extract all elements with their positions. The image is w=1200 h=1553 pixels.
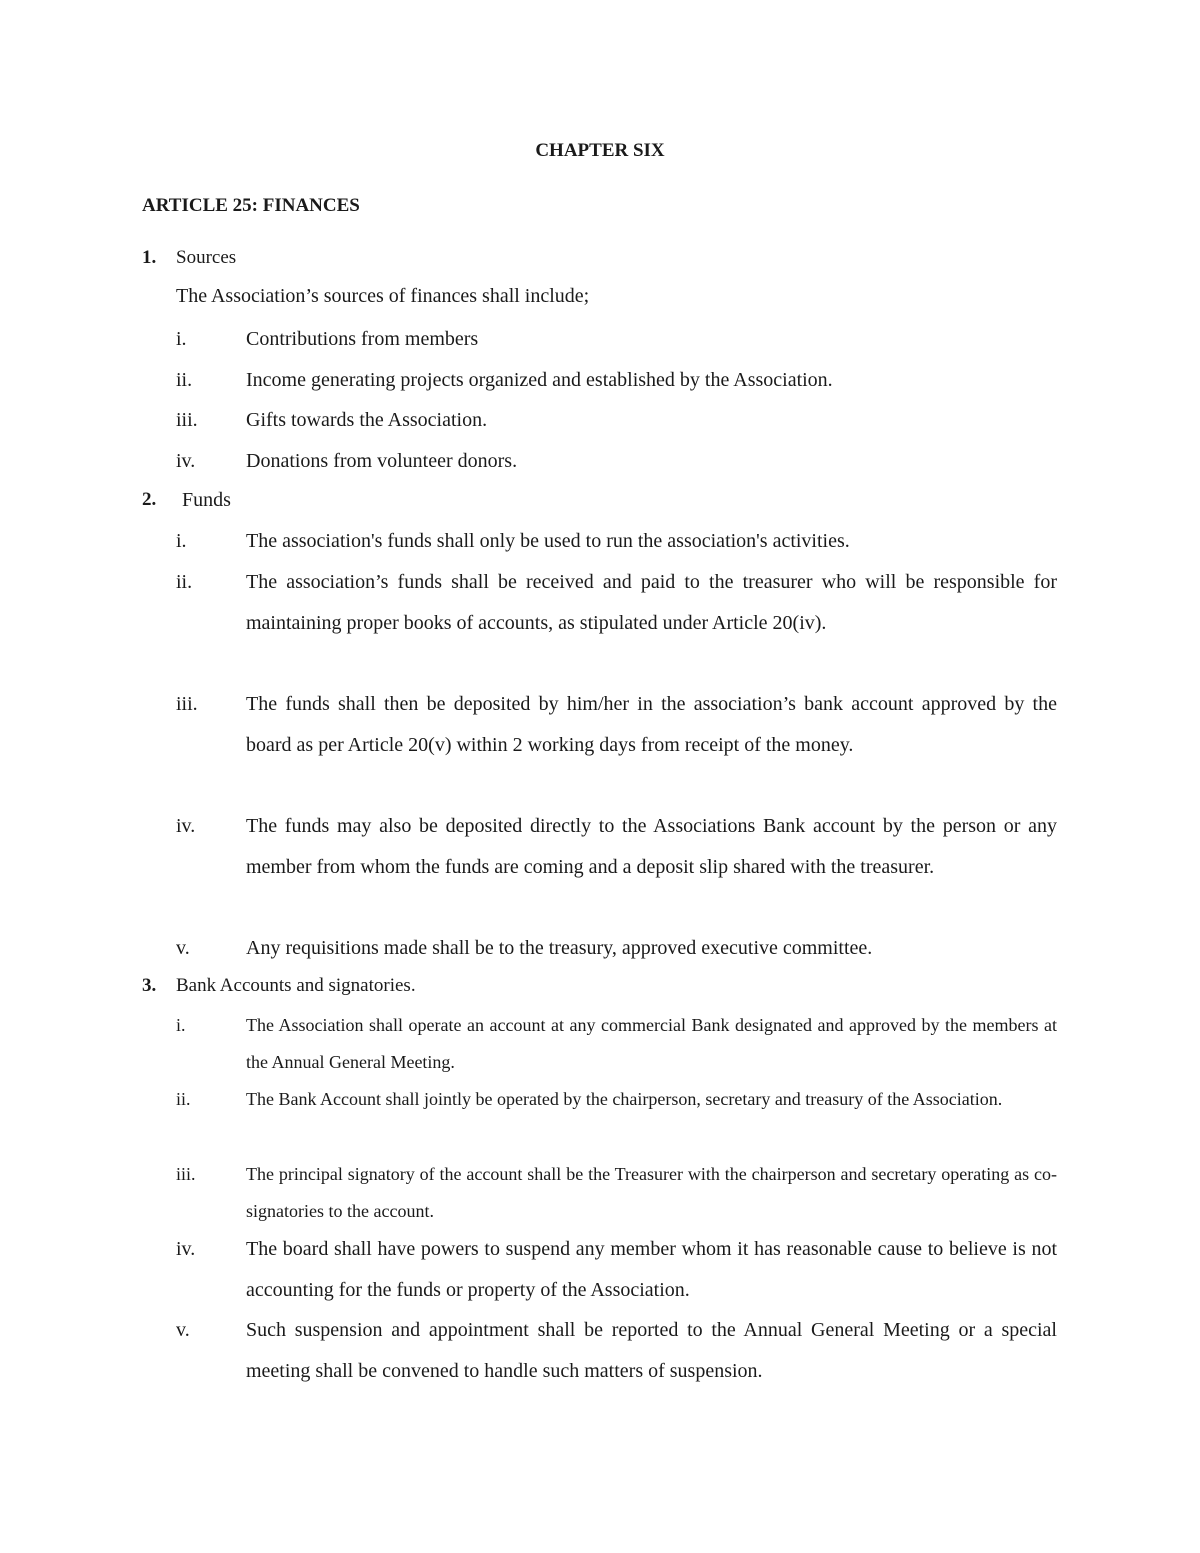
section-number: 1.	[142, 247, 157, 268]
item-number: iv.	[176, 1238, 196, 1260]
item-text: The Association shall operate an account at any commercial Bank designated and approved by the members at the Annual General Meeting.	[246, 1015, 1057, 1072]
item-number: iii.	[176, 409, 198, 431]
section-title: Bank Accounts and signatories.	[176, 975, 416, 996]
section-title: Funds	[182, 489, 231, 511]
section-intro: The Association’s sources of finances shall include;	[176, 285, 590, 307]
item-number: v.	[176, 1319, 190, 1341]
item-text: The funds shall then be deposited by him/her in the association’s bank account approved by the board as per Article 20(v) within 2 working days from receipt of the money.	[246, 693, 1057, 756]
item-text: Donations from volunteer donors.	[246, 450, 518, 472]
item-number: iii.	[176, 693, 198, 715]
item-text: The principal signatory of the account shall be the Treasurer with the chairperson and secretary operating as co-signatories to the account.	[246, 1164, 1057, 1221]
section-title: Sources	[176, 247, 237, 268]
item-text: The association’s funds shall be received and paid to the treasurer who will be responsible for maintaining proper books of accounts, as stipulated under Article 20(iv).	[246, 571, 1057, 634]
item-number: iv.	[176, 815, 196, 837]
item-text: The association's funds shall only be used to run the association's activities.	[246, 530, 850, 552]
item-number: v.	[176, 937, 190, 959]
item-number: ii.	[176, 369, 193, 391]
item-text: The funds may also be deposited directly to the Associations Bank account by the person or any member from whom the funds are coming and a deposit slip shared with the treasurer.	[246, 815, 1057, 878]
section-number: 2.	[142, 489, 157, 510]
item-number: i.	[176, 530, 187, 552]
item-text: Such suspension and appointment shall be reported to the Annual General Meeting or a special meeting shall be convened to handle such matters of suspension.	[246, 1319, 1057, 1382]
item-number: iii.	[176, 1164, 196, 1184]
item-text: The board shall have powers to suspend any member whom it has reasonable cause to believe is not accounting for the funds or property of the Association.	[246, 1238, 1057, 1301]
article-title: ARTICLE 25: FINANCES	[142, 195, 360, 216]
item-text: The Bank Account shall jointly be operated by the chairperson, secretary and treasury of the Association.	[246, 1089, 1003, 1109]
section-number: 3.	[142, 975, 157, 996]
item-text: Gifts towards the Association.	[246, 409, 488, 431]
item-text: Any requisitions made shall be to the treasury, approved executive committee.	[246, 937, 873, 959]
item-number: ii.	[176, 571, 193, 593]
item-text: Contributions from members	[246, 328, 479, 350]
item-number: iv.	[176, 450, 196, 472]
item-number: ii.	[176, 1089, 191, 1109]
chapter-title: CHAPTER SIX	[535, 140, 665, 161]
item-number: i.	[176, 1015, 186, 1035]
item-number: i.	[176, 328, 187, 350]
item-text: Income generating projects organized and established by the Association.	[246, 369, 833, 391]
